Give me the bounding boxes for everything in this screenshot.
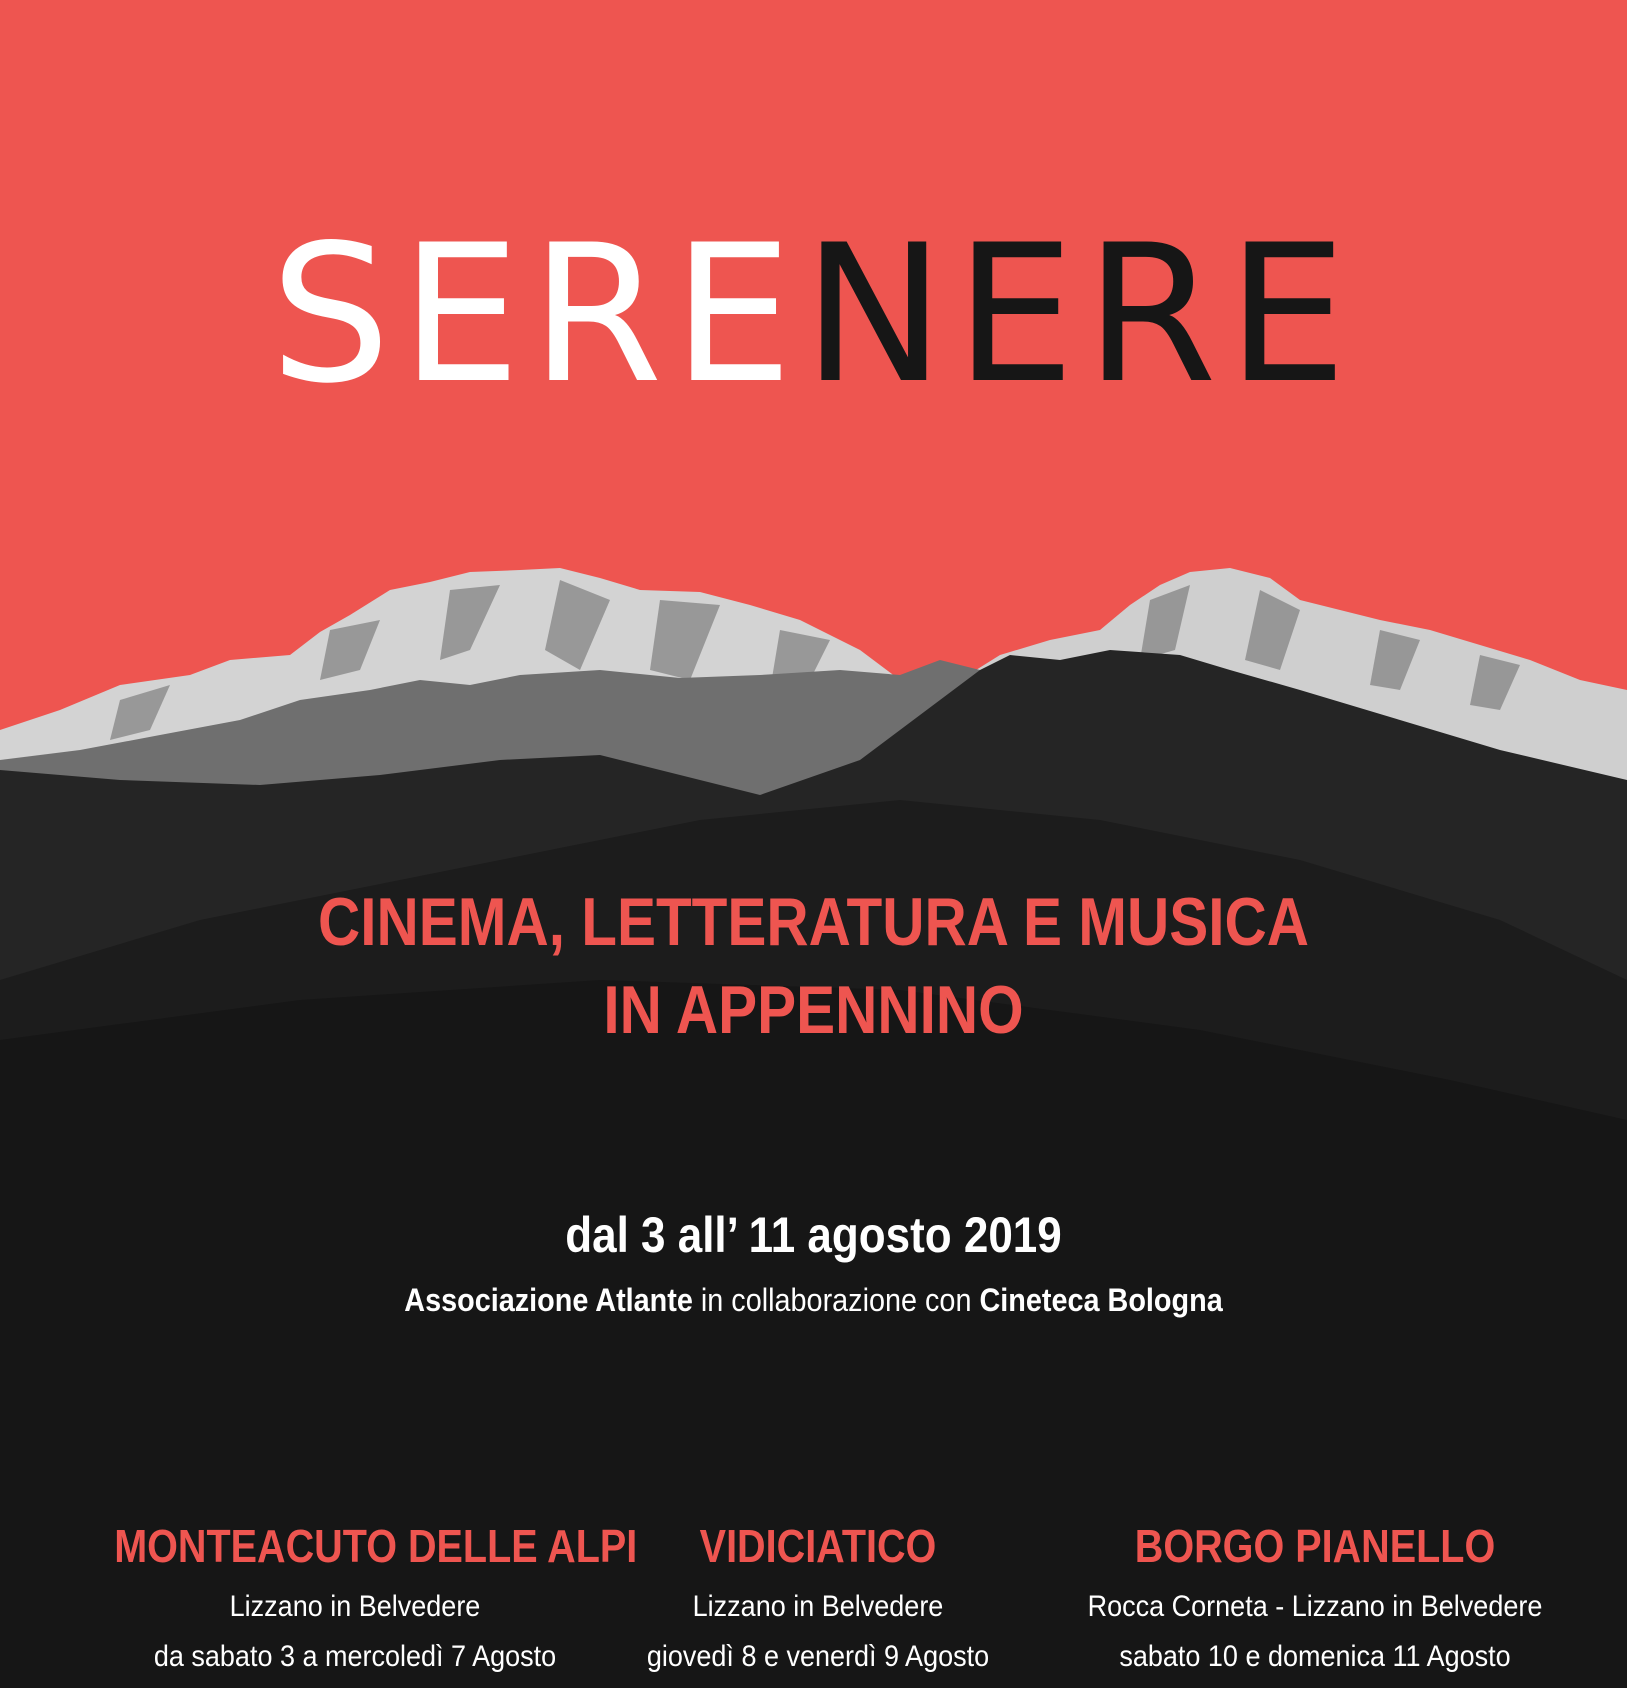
subtitle-line-2: IN APPENNINO <box>603 972 1024 1048</box>
organizer-name: Associazione Atlante <box>404 1282 693 1318</box>
festival-subtitle <box>114 878 1513 1054</box>
venue-borgo-pianello <box>1035 1518 1595 1682</box>
title-sere: SERE <box>270 204 803 425</box>
venue-name: BORGO PIANELLO <box>1134 1520 1496 1572</box>
venue-place: Rocca Corneta - Lizzano in Belvedere <box>1087 1590 1543 1623</box>
venue-vidiciatico <box>538 1518 1098 1682</box>
venue-dates: da sabato 3 a mercoledì 7 Agosto <box>153 1640 557 1673</box>
venue-name: MONTEACUTO DELLE ALPI <box>114 1520 638 1572</box>
credits-connector: in collaborazione con <box>692 1282 980 1318</box>
subtitle-line-1: CINEMA, LETTERATURA E MUSICA <box>318 884 1309 960</box>
title-nere: NERE <box>802 204 1357 425</box>
venue-place: Lizzano in Belvedere <box>692 1590 944 1623</box>
festival-dates: dal 3 all’ 11 agosto 2019 <box>565 1207 1062 1263</box>
venue-dates: giovedì 8 e venerdì 9 Agosto <box>646 1640 990 1673</box>
festival-title <box>0 204 1627 425</box>
venue-name: VIDICIATICO <box>699 1520 937 1572</box>
venue-place: Lizzano in Belvedere <box>229 1590 481 1623</box>
venue-dates: sabato 10 e domenica 11 Agosto <box>1119 1640 1511 1673</box>
organizer-credits <box>81 1280 1545 1320</box>
partner-name: Cineteca Bologna <box>979 1282 1223 1318</box>
